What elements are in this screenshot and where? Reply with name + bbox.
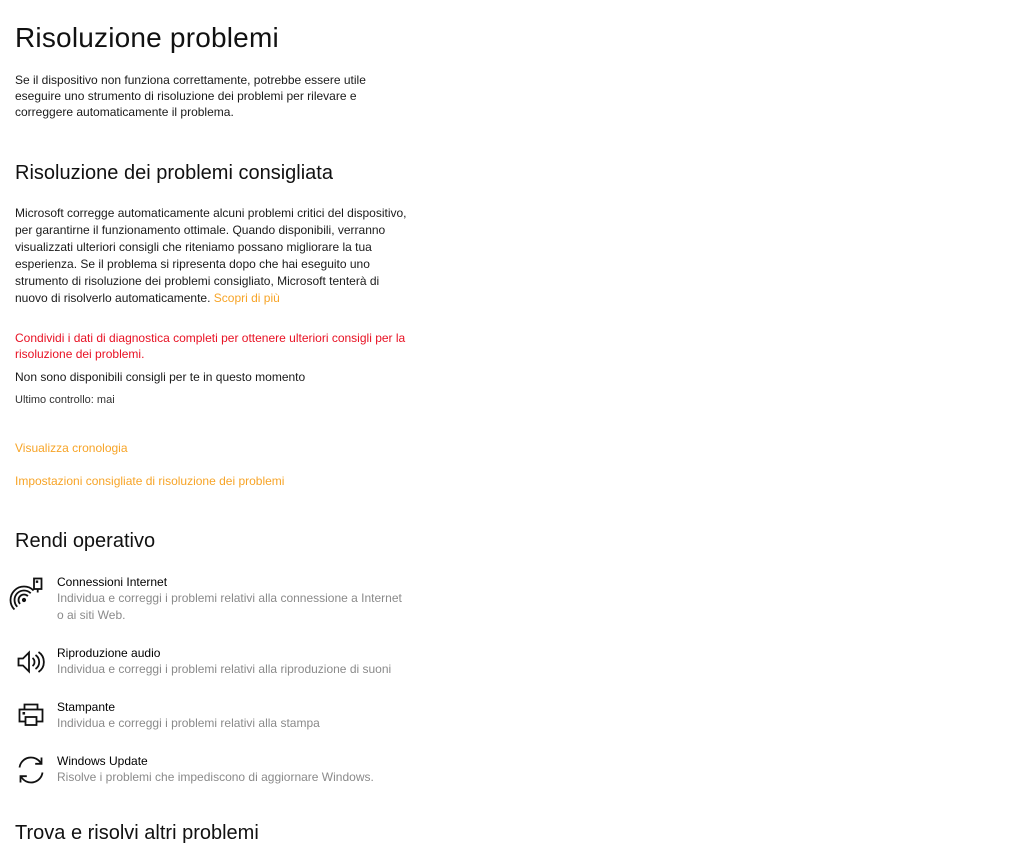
other-problems-heading: Trova e risolvi altri problemi (15, 822, 259, 844)
troubleshooter-description: Individua e correggi i problemi relativi alla connessione a Internet o ai siti Web. (57, 591, 402, 622)
recommended-body-text (15, 205, 407, 307)
troubleshooter-title: Riproduzione audio (57, 646, 161, 660)
diagnostic-warning-text: Condividi i dati di diagnostica completi per ottenere ulteriori consigli per la risoluzione dei problemi. (15, 331, 406, 361)
page-intro-text: Se il dispositivo non funziona correttamente, potrebbe essere utile eseguire uno strumento di risoluzione dei problemi per rilevare e correggere automaticamente il problema. (15, 73, 366, 119)
troubleshooter-windows-update[interactable] (15, 752, 435, 786)
last-check-text: Ultimo controllo: mai (15, 394, 115, 406)
recommended-body-span: Microsoft corregge automaticamente alcuni problemi critici del dispositivo, per garantirne il funzionamento ottimale. Quando disponibili, verranno visualizzati ulteriori consigli che riteniamo possano migliorare la tua esperienza. Se il problema si ripresenta dopo che hai eseguito uno strumento di risoluzione dei problemi consigliato, Microsoft tenterà di nuovo di risolverlo automaticamente. (15, 206, 407, 305)
sync-icon (15, 754, 47, 786)
recommended-section-heading: Risoluzione dei problemi consigliata (15, 162, 333, 184)
troubleshooter-title: Windows Update (57, 754, 148, 768)
get-up-running-heading: Rendi operativo (15, 530, 156, 552)
page-title: Risoluzione problemi (15, 22, 279, 53)
view-history-link[interactable]: Visualizza cronologia (15, 441, 128, 455)
learn-more-link[interactable]: Scopri di più (213, 291, 280, 305)
printer-icon (15, 700, 47, 732)
troubleshooter-description: Individua e correggi i problemi relativi alla stampa (57, 716, 320, 730)
troubleshooter-audio-playback[interactable] (15, 644, 435, 678)
recommended-troubleshoot-settings-link[interactable]: Impostazioni consigliate di risoluzione dei problemi (15, 474, 285, 488)
troubleshooter-internet-connections[interactable] (15, 573, 435, 624)
audio-icon (15, 646, 47, 678)
troubleshooter-title: Stampante (57, 700, 116, 714)
troubleshoot-settings-page (0, 0, 480, 845)
troubleshooter-title: Connessioni Internet (57, 575, 168, 589)
no-recommendations-status: Non sono disponibili consigli per te in questo momento (15, 370, 306, 384)
troubleshooter-printer[interactable] (15, 698, 435, 732)
internet-icon (15, 575, 47, 607)
troubleshooter-description: Risolve i problemi che impediscono di aggiornare Windows. (57, 770, 374, 784)
troubleshooter-description: Individua e correggi i problemi relativi alla riproduzione di suoni (57, 662, 392, 676)
